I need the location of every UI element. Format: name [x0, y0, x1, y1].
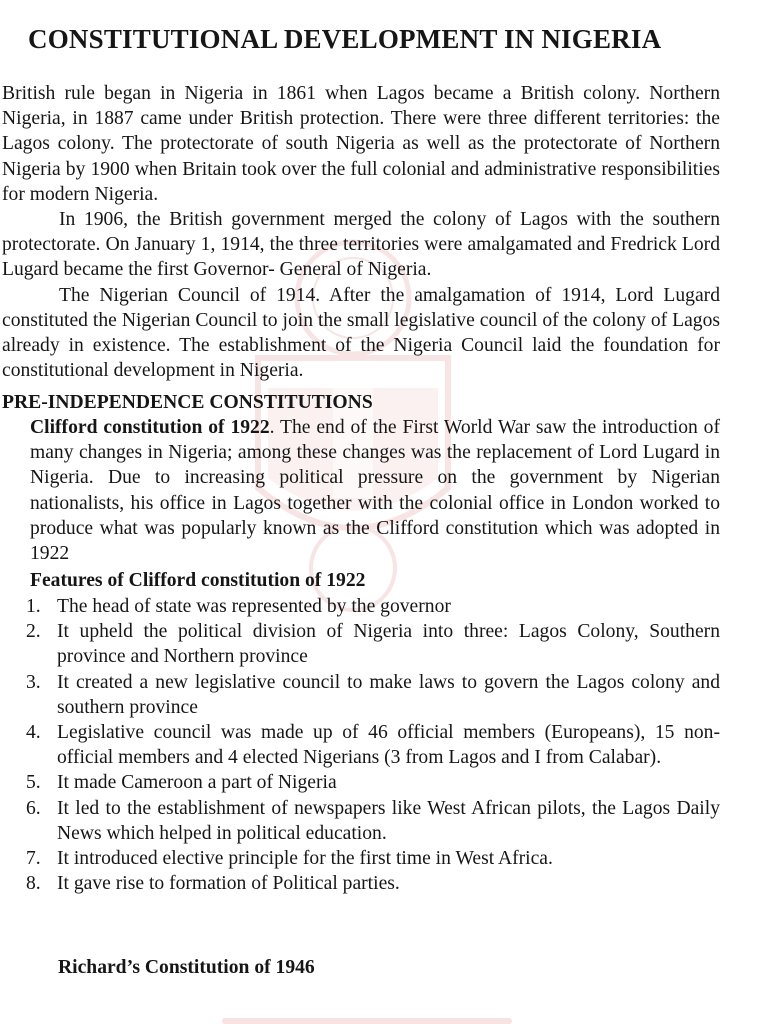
footer-smudge [222, 1018, 512, 1024]
list-item [24, 594, 720, 619]
clifford-paragraph [30, 415, 720, 566]
list-item [24, 770, 720, 795]
list-item [24, 619, 720, 669]
list-text: Legislative council was made up of 46 official members (Europeans), 15 non-official members and 4 elected Nigerians (3 from Lagos and I from Calabar). [57, 722, 720, 769]
list-number: 1. [26, 596, 41, 617]
list-number: 3. [26, 671, 41, 693]
list-text: It introduced elective principle for the first time in West Africa. [57, 848, 553, 870]
list-text: It made Cameroon a part of Nigeria [57, 772, 337, 794]
list-text: It gave rise to formation of Political parties. [57, 873, 400, 895]
list-number: 7. [26, 848, 41, 870]
list-item [24, 670, 720, 720]
list-text: It created a new legislative council to make laws to govern the Lagos colony and southern province [57, 671, 720, 718]
list-item [24, 720, 720, 770]
nigerian-council-paragraph: The Nigerian Council of 1914. After the amalgamation of 1914, Lord Lugard constituted the Nigerian Council to join the small legislative council of the colony of Lagos already in existence. The establishment of the Nigeria Council laid the foundation for constitutional development in Nigeria. [2, 284, 720, 382]
section-heading: PRE-INDEPENDENCE CONSTITUTIONS [2, 392, 373, 413]
richard-constitution-heading: Richard’s Constitution of 1946 [58, 957, 315, 978]
list-text: The head of state was represented by the governor [57, 596, 451, 617]
clifford-text: . The end of the First World War saw the introduction of many changes in Nigeria; among these changes was the replacement of Lord Lugard in Nigeria. Due to increasing political pressure on the government by Nigerian nationalists, his office in Lagos together with the colonial office in London worked to produce what was popularly known as the Clifford constitution which was adopted in 1922 [30, 417, 720, 565]
list-number: 6. [26, 797, 41, 819]
amalgamation-paragraph: In 1906, the British government merged the colony of Lagos with the southern protectorate. On January 1, 1914, the three territories were amalgamated and Fredrick Lord Lugard became the first Governor- General of Nigeria. [2, 209, 720, 281]
clifford-lead: Clifford constitution of 1922 [30, 417, 270, 438]
list-number: 5. [26, 772, 41, 794]
intro-paragraph: British rule began in Nigeria in 1861 when Lagos became a British colony. Northern Nigeria, in 1887 came under British protection. There were three different territories: the Lagos colony. The protectorate of south Nigeria as well as the protectorate of Northern Nigeria by 1900 when Britain took over the full colonial and administrative responsibilities for modern Nigeria. [2, 83, 720, 205]
list-number: 8. [26, 873, 41, 895]
page-title: CONSTITUTIONAL DEVELOPMENT IN NIGERIA [28, 24, 662, 54]
list-item [24, 796, 720, 846]
list-number: 2. [26, 621, 41, 643]
list-text: It led to the establishment of newspapers like West African pilots, the Lagos Daily News which helped in political education. [57, 797, 720, 844]
list-item [24, 846, 720, 871]
features-heading: Features of Clifford constitution of 1922 [30, 570, 366, 591]
features-list [24, 594, 720, 896]
list-text: It upheld the political division of Nigeria into three: Lagos Colony, Southern province and Northern province [57, 621, 720, 668]
intro-body [2, 81, 720, 383]
list-number: 4. [26, 722, 41, 744]
list-item [24, 871, 720, 896]
